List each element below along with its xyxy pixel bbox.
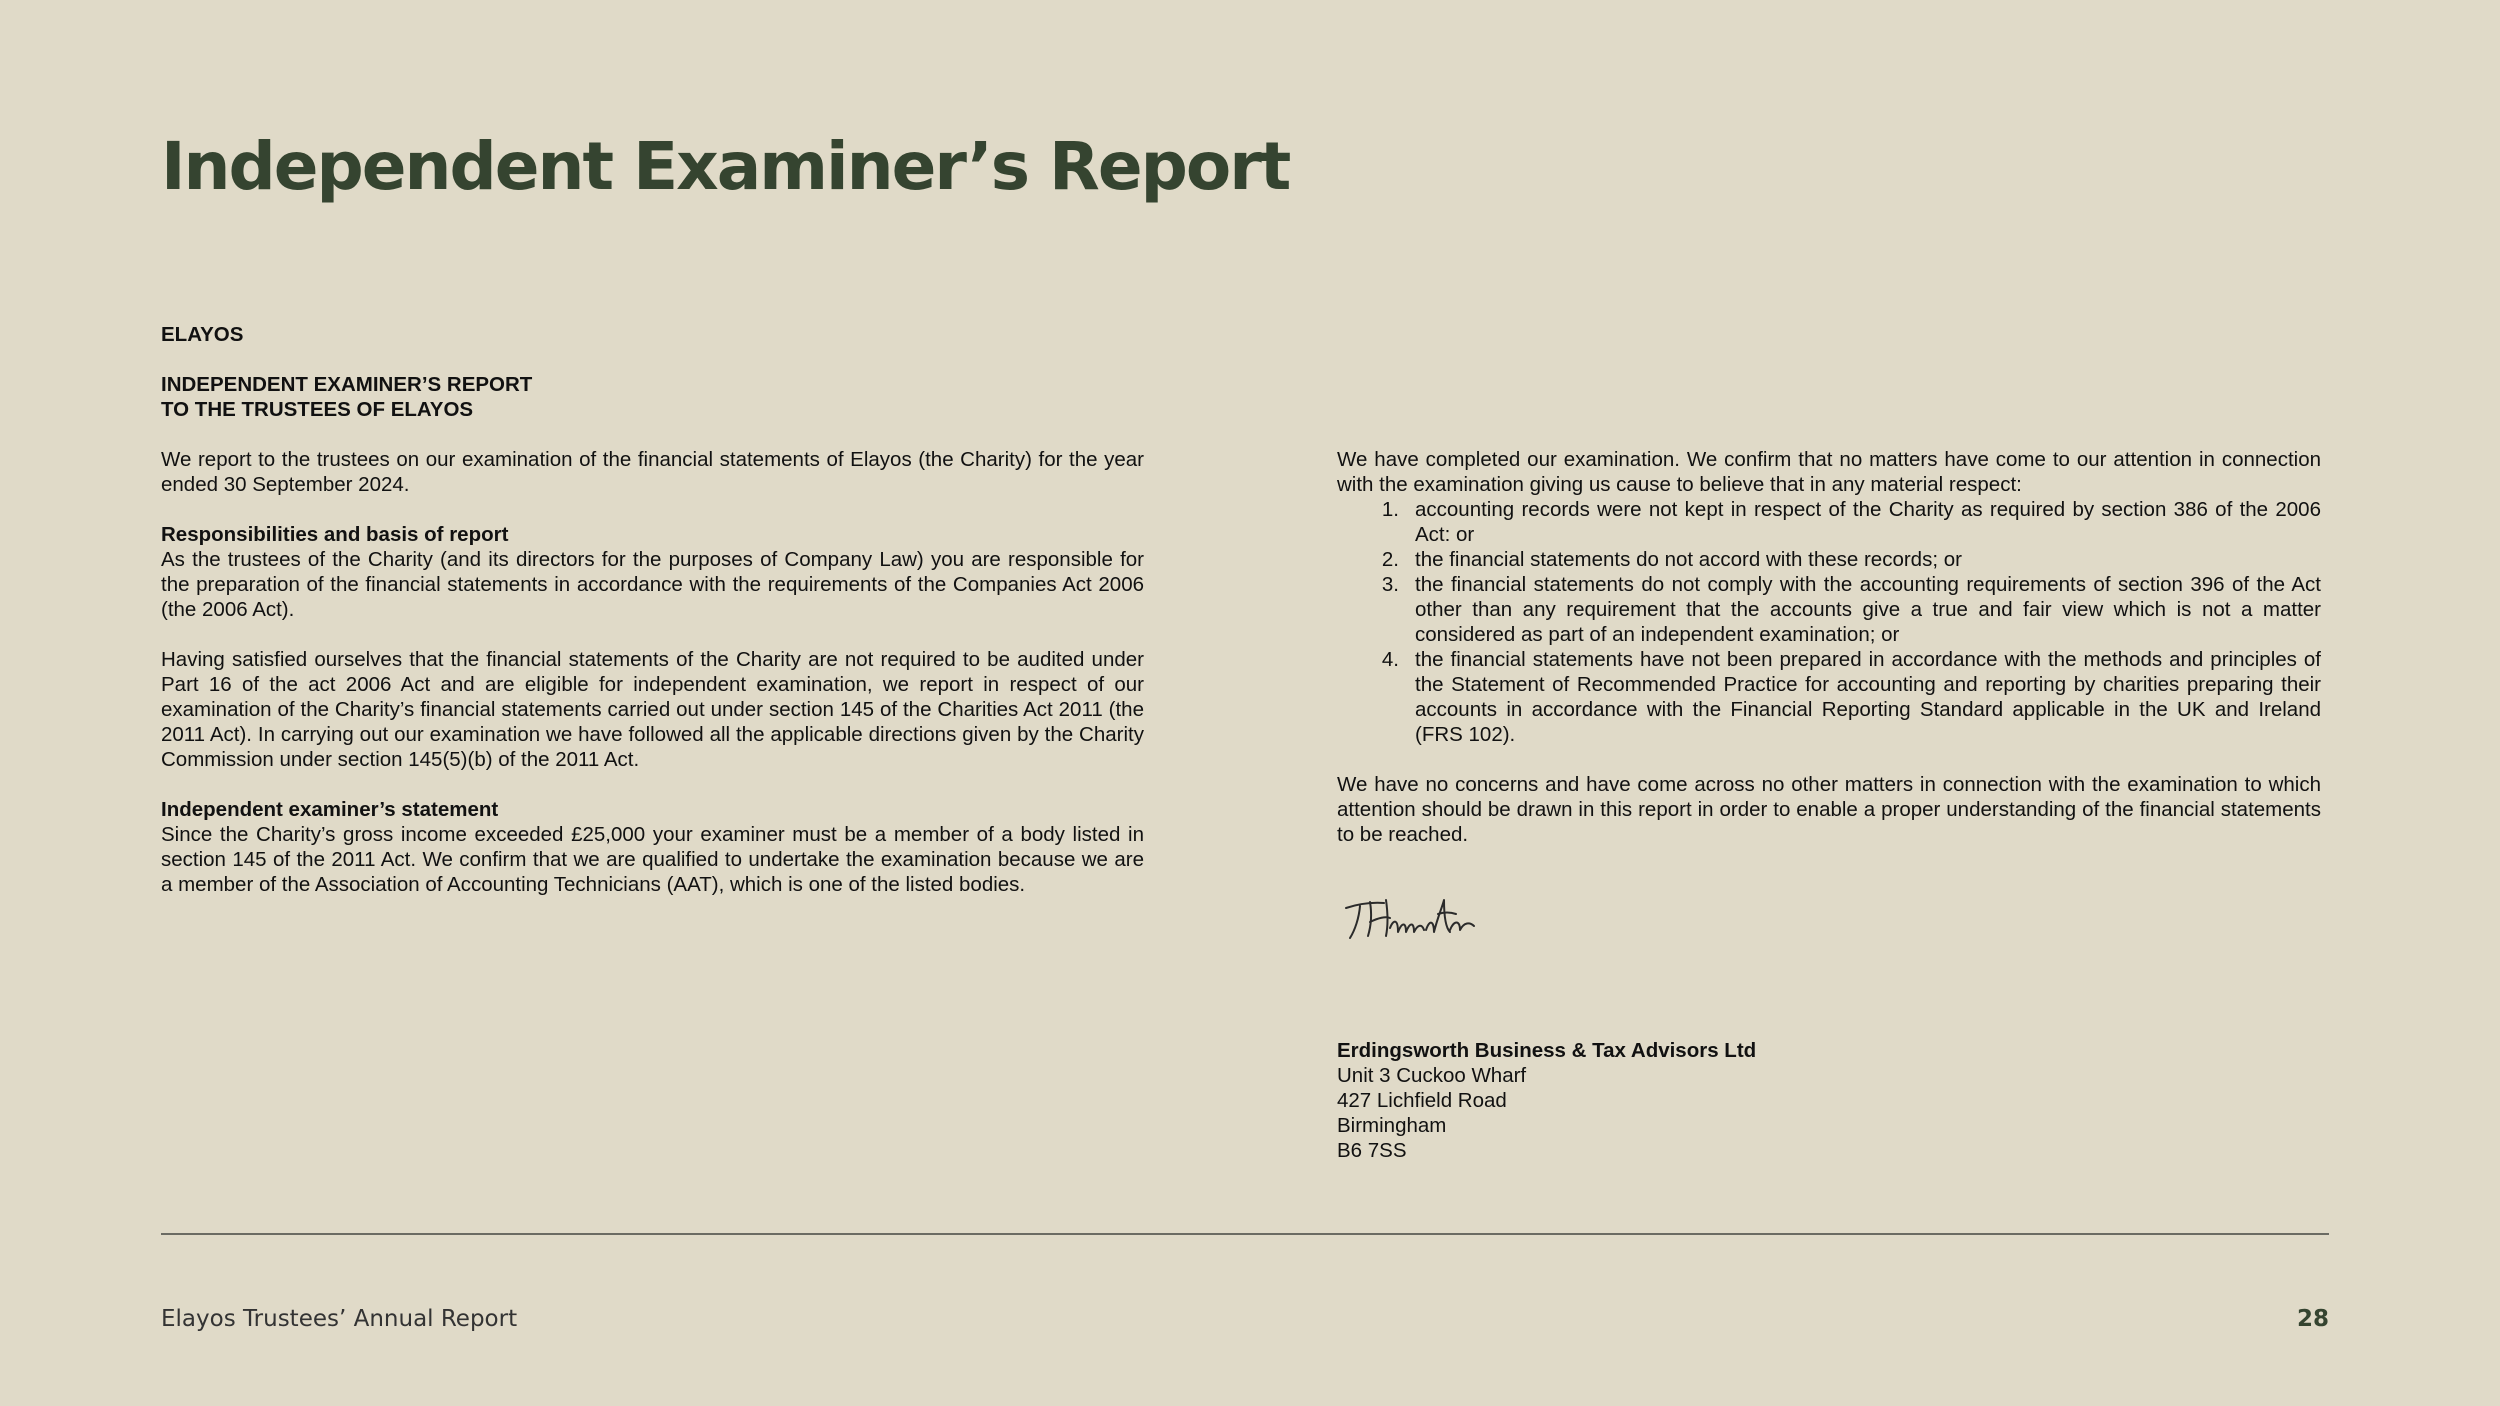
responsibilities-paragraph-1: As the trustees of the Charity (and its directors for the purposes of Company Law) you are responsible for the preparation of the financial statements in accordance with the requirements of the Companies Act 2006 (the 2006 Act).	[161, 548, 1144, 621]
list-item-text: the financial statements do not comply with the accounting requirements of section 396 of the Act other than any requirement that the accounts give a true and fair view which is not a matter considered as part of an independent examination; or	[1415, 573, 2321, 646]
closing-paragraph: We have no concerns and have come across no other matters in connection with the examination to which attention should be drawn in this report in order to enable a proper understanding of the financial statements to be reached.	[1337, 773, 2321, 846]
responsibilities-paragraph-2: Having satisfied ourselves that the financial statements of the Charity are not required to be audited under Part 16 of the act 2006 Act and are eligible for independent examination, we report in respect of our examination of the Charity’s financial statements carried out under section 145 of the Charities Act 2011 (the 2011 Act). In carrying out our examination we have followed all the applicable directions given by the Charity Commission under section 145(5)(b) of the 2011 Act.	[161, 648, 1144, 771]
firm-name: Erdingsworth Business & Tax Advisors Ltd	[1337, 1039, 1757, 1062]
statement-paragraph: Since the Charity’s gross income exceeded £25,000 your examiner must be a member of a body listed in section 145 of the 2011 Act. We confirm that we are qualified to undertake the examination because we are a member of the Association of Accounting Technicians (AAT), which is one of the listed bodies.	[161, 823, 1144, 896]
right-column	[1337, 447, 2321, 847]
address-line-2: 427 Lichfield Road	[1337, 1089, 1507, 1112]
list-item-number: 1.	[1381, 498, 1399, 521]
left-column	[161, 322, 1144, 897]
intro-paragraph: We report to the trustees on our examination of the financial statements of Elayos (the Charity) for the year ended 30 September 2024.	[161, 448, 1144, 496]
list-item	[1337, 497, 2321, 547]
list-item	[1337, 547, 2321, 572]
list-item-number: 3.	[1381, 573, 1399, 596]
page-title: Independent Examiner’s Report	[161, 128, 1290, 205]
examiner-address	[1337, 1038, 1756, 1163]
list-item-text: the financial statements do not accord with these records; or	[1415, 548, 1962, 571]
list-item-text: the financial statements have not been prepared in accordance with the methods and principles of the Statement of Recommended Practice for accounting and reporting by charities preparing their accounts in accordance with the Financial Reporting Standard applicable in the UK and Ireland (FRS 102).	[1415, 648, 2321, 746]
list-item-number: 2.	[1381, 548, 1399, 571]
page-number: 28	[2296, 1306, 2329, 1332]
list-item	[1337, 572, 2321, 647]
footer-report-name: Elayos Trustees’ Annual Report	[161, 1306, 518, 1332]
list-item	[1337, 647, 2321, 747]
responsibilities-heading: Responsibilities and basis of report	[161, 523, 509, 546]
address-city: Birmingham	[1337, 1114, 1447, 1137]
list-item-number: 4.	[1381, 648, 1399, 671]
conclusion-intro: We have completed our examination. We confirm that no matters have come to our attention in connection with the examination giving us cause to believe that in any material respect:	[1337, 448, 2321, 496]
address-line-1: Unit 3 Cuckoo Wharf	[1337, 1064, 1527, 1087]
matters-list	[1337, 497, 2321, 747]
statement-heading: Independent examiner’s statement	[161, 798, 499, 821]
address-postcode: B6 7SS	[1337, 1139, 1407, 1162]
footer-divider	[161, 1233, 2329, 1235]
signature	[1340, 888, 1480, 948]
report-heading-line-1: INDEPENDENT EXAMINER’S REPORT	[161, 373, 533, 396]
list-item-text: accounting records were not kept in respect of the Charity as required by section 386 of the 2006 Act: or	[1415, 498, 2321, 546]
report-heading-line-2: TO THE TRUSTEES OF ELAYOS	[161, 398, 474, 421]
charity-name: ELAYOS	[161, 323, 244, 346]
